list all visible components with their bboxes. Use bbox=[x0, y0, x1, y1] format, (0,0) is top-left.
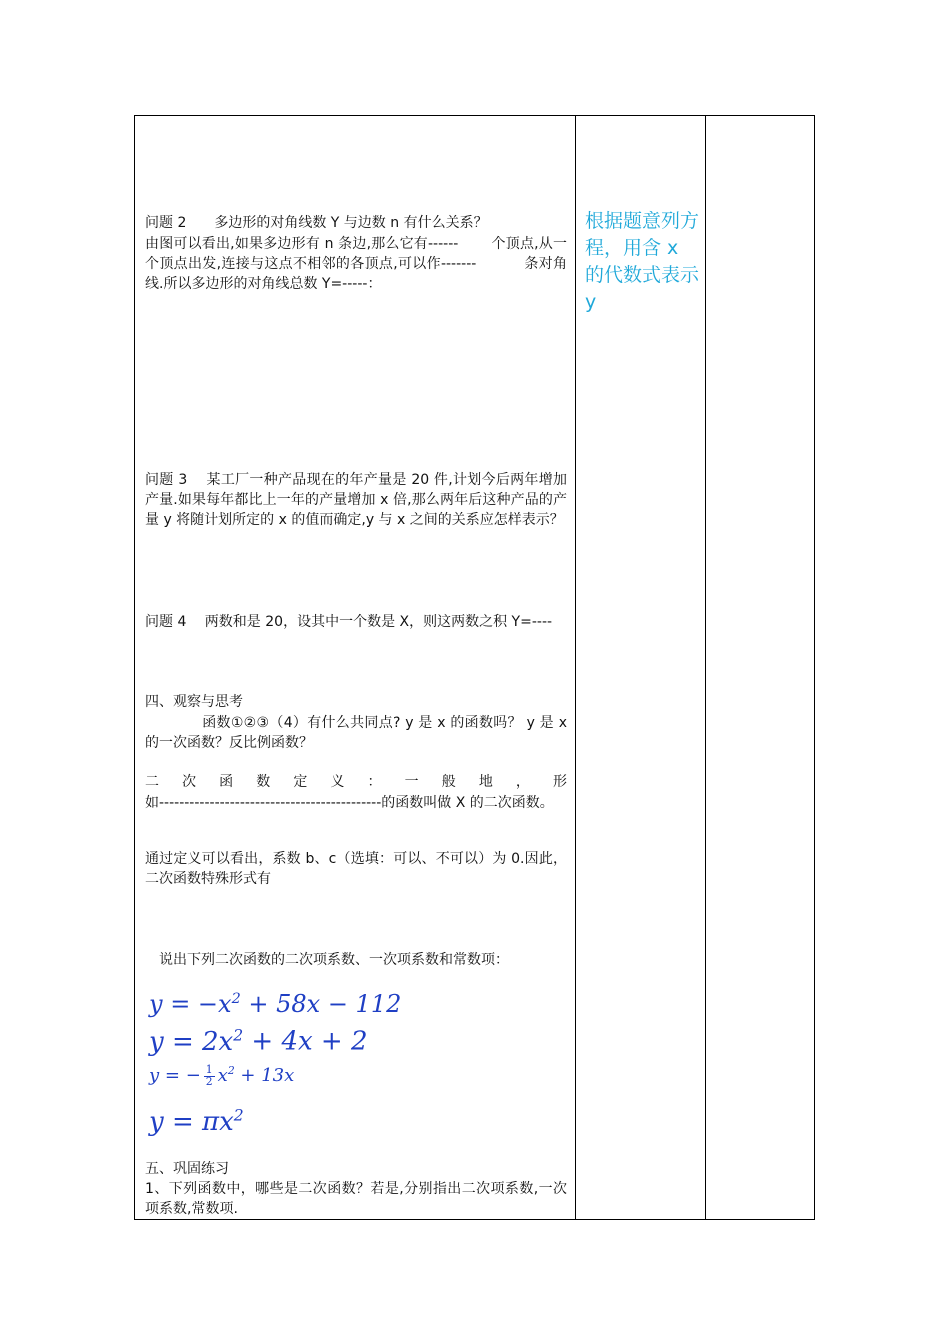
definition-line-2: 如--------------------------------------------的函数叫做 X 的二次函数。 bbox=[145, 795, 554, 811]
fraction-one-half bbox=[204, 1062, 215, 1088]
lesson-table bbox=[134, 115, 815, 1220]
formula-1-rest: + 58x − 112 bbox=[248, 990, 402, 1018]
fraction-numerator: 1 bbox=[205, 1062, 213, 1076]
formula-2: $y = 2x^2 + 4x + 2$ bbox=[149, 1026, 368, 1057]
section-5-heading: 五、巩固练习 bbox=[145, 1161, 229, 1177]
question-3: 问题 3 某工厂一种产品现在的年产量是 20 件,计划今后两年增加产量.如果每年都比上一年的产量增加 x 倍,那么两年后这种产品的产量 y 将随计划所定的 x 的值而确定,y 与 x 之间的关系应怎样表示？ bbox=[145, 472, 567, 528]
definition-line-1: 二 次 函 数 定 义 ： 一 般 地 ， 形 bbox=[145, 774, 567, 790]
teaching-note: 根据题意列方程，用含 x 的代数式表示 y bbox=[585, 210, 700, 313]
formula-1: $y = -x^2 + 58x - 112$ bbox=[149, 990, 402, 1018]
coefficient-note: 通过定义可以看出，系数 b、c（选填：可以、不可以）为 0.因此，二次函数特殊形式有 bbox=[145, 851, 567, 887]
observation-question: 函数①②③（4）有什么共同点? y 是 x 的函数吗？ y 是 x 的一次函数？反比例函数？ bbox=[145, 715, 567, 751]
formula-4: $y = \pi x^2$ bbox=[149, 1106, 244, 1137]
exercise-item-1: 1、下列函数中，哪些是二次函数？若是,分别指出二次项系数,一次项系数,常数项. bbox=[145, 1181, 567, 1217]
column-divider bbox=[575, 116, 576, 1219]
question-2-title: 问题 2 多边形的对角线数 Y 与边数 n 有什么关系？ bbox=[145, 215, 488, 231]
formula-3: y = − $\frac{1}{2}$ $x^2 + 13x$ bbox=[149, 1062, 295, 1088]
formula-2-rest: + 4x + 2 bbox=[251, 1026, 368, 1057]
formula-3-rest: + 13x bbox=[240, 1065, 295, 1086]
question-2-body: 由图可以看出,如果多边形有 n 条边,那么它有------ 个顶点,从一个顶点出发,连接与这点不相邻的各顶点,可以作------- 条对角线.所以多边形的对角线总数 Y=-----： bbox=[145, 236, 567, 292]
exercise-intro: 说出下列二次函数的二次项系数、一次项系数和常数项： bbox=[145, 952, 509, 968]
fraction-denominator: 2 bbox=[205, 1074, 213, 1088]
section-4-heading: 四、观察与思考 bbox=[145, 694, 243, 710]
column-divider bbox=[705, 116, 706, 1219]
question-4: 问题 4 两数和是 20，设其中一个数是 X，则这两数之积 Y=---- bbox=[145, 614, 553, 630]
